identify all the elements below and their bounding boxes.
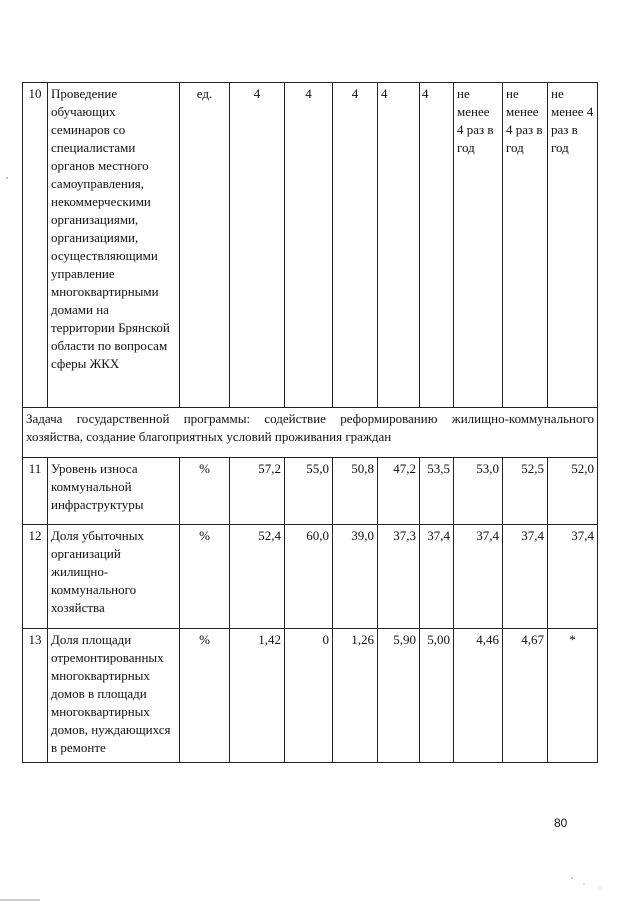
value-cell: 50,8	[333, 458, 378, 525]
value-cell: 52,0	[548, 458, 598, 525]
indicator-name: Уровень износа коммунальной инфраструктуры	[48, 458, 180, 525]
page-number: 80	[554, 816, 568, 830]
value-cell: 37,3	[378, 525, 420, 629]
value-cell: 4,46	[454, 629, 503, 763]
scan-speck	[583, 883, 584, 884]
unit-cell: %	[180, 458, 230, 525]
value-cell: 60,0	[285, 525, 333, 629]
row-number: 10	[23, 83, 48, 408]
value-cell: 52,4	[230, 525, 285, 629]
indicator-name: Доля убыточных организаций жилищно-коммунального хозяйства	[48, 525, 180, 629]
value-cell: 37,4	[454, 525, 503, 629]
value-cell: 1,26	[333, 629, 378, 763]
value-cell: 4	[333, 83, 378, 408]
row-number: 13	[23, 629, 48, 763]
indicator-name: Доля площади отремонтированных многоквартирных домов в площади многоквартирных домов, нуждающихся в ремонте	[48, 629, 180, 763]
value-cell: 57,2	[230, 458, 285, 525]
value-cell: 39,0	[333, 525, 378, 629]
row-number: 12	[23, 525, 48, 629]
scan-speck	[571, 877, 573, 879]
value-cell: 37,4	[503, 525, 548, 629]
unit-cell: %	[180, 629, 230, 763]
value-cell: 4	[378, 83, 420, 408]
row-number: 11	[23, 458, 48, 525]
value-cell: 0	[285, 629, 333, 763]
scan-speck	[6, 177, 8, 179]
value-cell: 37,4	[420, 525, 454, 629]
indicator-name: Проведение обучающих семинаров со специалистами органов местного самоуправления, некоммерческими организациями, организациями, осуществляющими управление многоквартирными домами на территории Брянской области по вопросам сферы ЖКХ	[48, 83, 180, 408]
value-cell: 55,0	[285, 458, 333, 525]
value-cell: 47,2	[378, 458, 420, 525]
value-cell: 4	[420, 83, 454, 408]
value-cell: 52,5	[503, 458, 548, 525]
unit-cell: %	[180, 525, 230, 629]
scan-speck	[599, 887, 600, 888]
unit-cell: ед.	[180, 83, 230, 408]
target-cell: не менее 4 раз в год	[548, 83, 598, 408]
value-cell: 37,4	[548, 525, 598, 629]
value-cell: 4	[230, 83, 285, 408]
target-cell: не менее 4 раз в год	[454, 83, 503, 408]
value-cell: 5,90	[378, 629, 420, 763]
value-cell: 4,67	[503, 629, 548, 763]
value-cell: 4	[285, 83, 333, 408]
value-cell: 1,42	[230, 629, 285, 763]
value-cell: 53,5	[420, 458, 454, 525]
target-cell: не менее 4 раз в год	[503, 83, 548, 408]
task-text: Задача государственной программы: содействие реформированию жилищно-коммунального хозяйства, создание благоприятных условий проживания граждан	[23, 408, 598, 458]
value-cell: 5,00	[420, 629, 454, 763]
value-cell: *	[548, 629, 598, 763]
value-cell: 53,0	[454, 458, 503, 525]
